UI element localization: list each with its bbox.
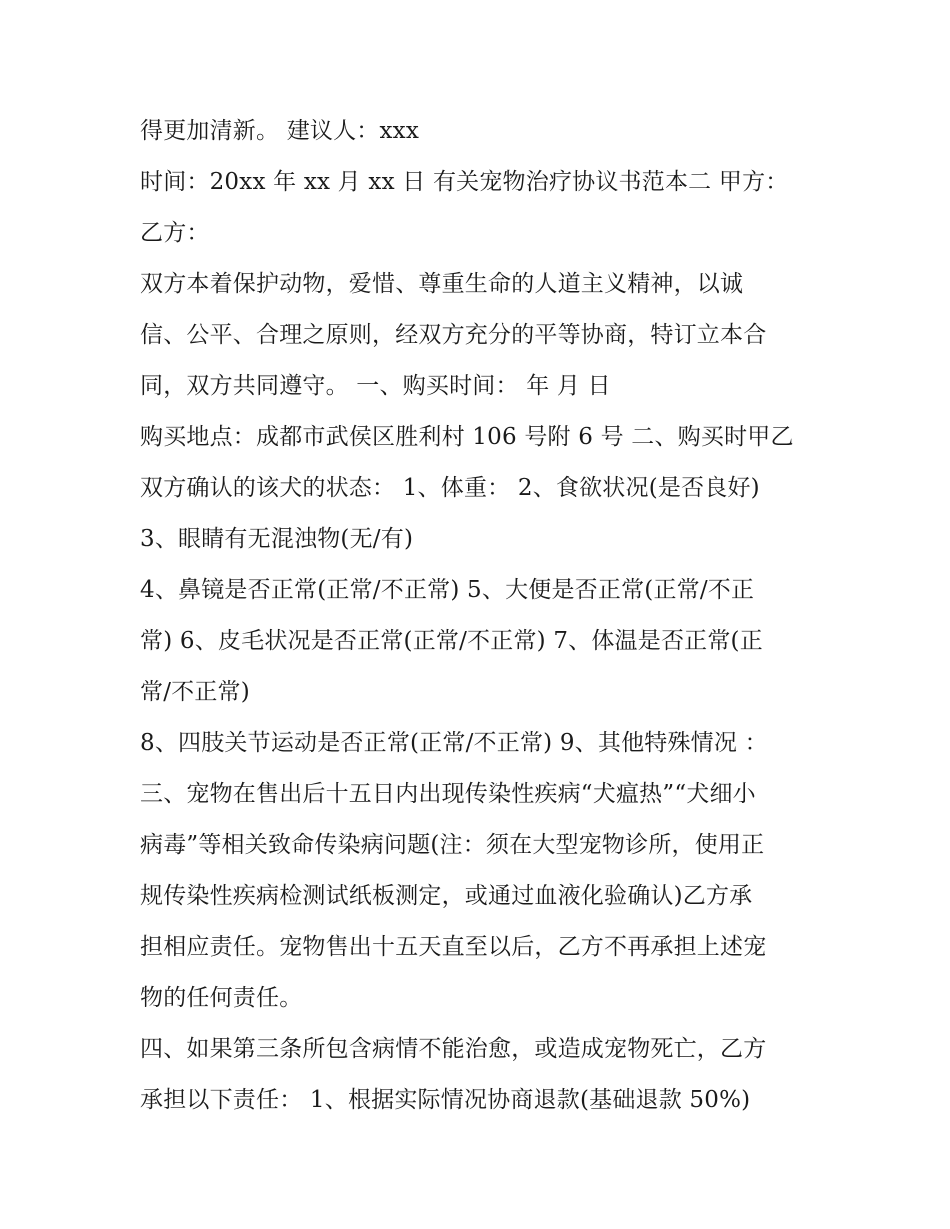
text-line: 双方本着保护动物，爱惜、尊重生命的人道主义精神，以诚 — [140, 271, 744, 297]
text-line: 同，双方共同遵守。 一、购买时间： 年 月 日 — [140, 373, 611, 399]
text-line: 病毒”等相关致命传染病问题(注：须在大型宠物诊所，使用正 — [140, 832, 765, 858]
text-line: 乙方： — [140, 220, 210, 246]
text-line: 四、如果第三条所包含病情不能治愈，或造成宠物死亡，乙方 — [140, 1036, 767, 1062]
text-line: 双方确认的该犬的状态： 1、体重： 2、食欲状况(是否良好) — [140, 475, 760, 501]
text-line: 担相应责任。宠物售出十五天直至以后，乙方不再承担上述宠 — [140, 934, 767, 960]
text-line: 8、四肢关节运动是否正常(正常/不正常) 9、其他特殊情况 ： — [140, 730, 768, 756]
text-line: 得更加清新。 建议人：xxx — [140, 118, 420, 144]
text-line: 常/不正常) — [140, 679, 250, 705]
text-line: 3、眼睛有无混浊物(无/有) — [140, 526, 414, 552]
text-line: 物的任何责任。 — [140, 985, 303, 1011]
document-body — [140, 106, 820, 1126]
text-line: 承担以下责任： 1、根据实际情况协商退款(基础退款 50%) — [140, 1087, 751, 1113]
text-line: 4、鼻镜是否正常(正常/不正常) 5、大便是否正常(正常/不正 — [140, 577, 755, 603]
text-line: 常) 6、皮毛状况是否正常(正常/不正常) 7、体温是否正常(正 — [140, 628, 763, 654]
text-line: 三、宠物在售出后十五日内出现传染性疾病“犬瘟热”“犬细小 — [140, 781, 756, 807]
text-line: 时间：20xx 年 xx 月 xx 日 有关宠物治疗协议书范本二 甲方： — [140, 169, 789, 195]
text-line: 信、公平、合理之原则，经双方充分的平等协商，特订立本合 — [140, 322, 767, 348]
text-line: 规传染性疾病检测试纸板测定，或通过血液化验确认)乙方承 — [140, 883, 753, 909]
text-line: 购买地点：成都市武侯区胜利村 106 号附 6 号 二、购买时甲乙 — [140, 424, 794, 450]
